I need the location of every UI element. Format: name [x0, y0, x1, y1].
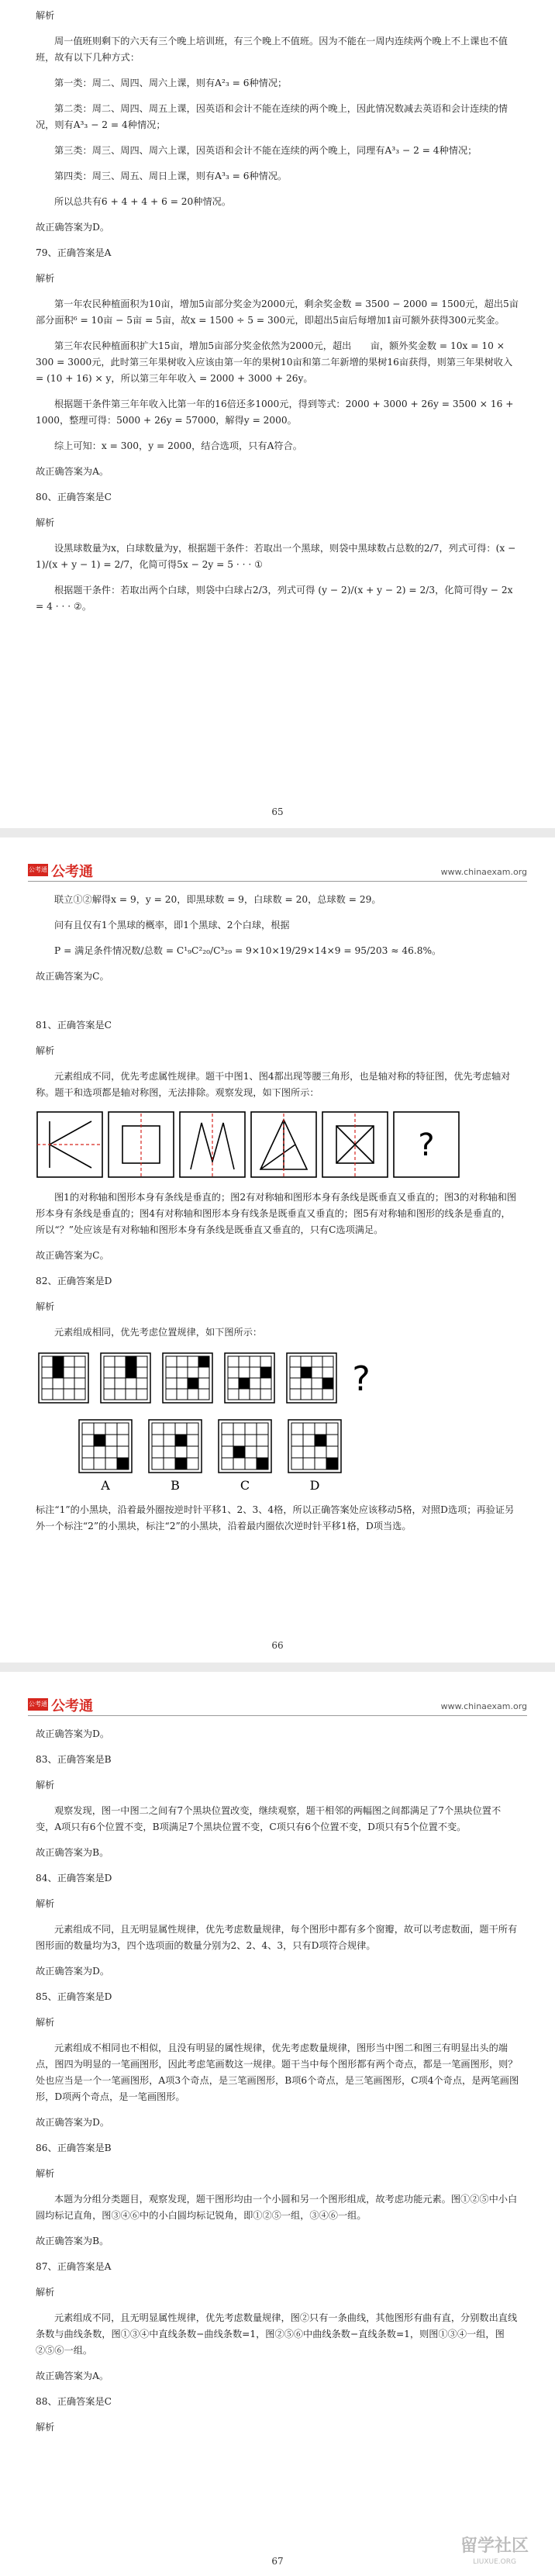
paragraph: 元素组成不同，且无明显属性规律，优先考虑数量规律，图②只有一条曲线，其他图形有曲有直，分别数出直线条数与曲线条数，图①③④中直线条数−曲线条数=1，图②⑤⑥中曲线条数−直线条数=1，则图①③④一组，图②⑤⑥一组。: [36, 2312, 518, 2356]
paragraph: 问有且仅有1个黑球的概率，即1个黑球、2个白球，根据: [54, 919, 290, 931]
paragraph: 解析: [36, 1779, 55, 1790]
page-67: [0, 1672, 555, 2576]
question-mark-icon: ?: [352, 1359, 371, 1399]
paragraph: 设黑球数量为x，白球数量为y，根据题干条件：若取出一个黑球，则袋中黑球数占总数的2/7，列式可得：(x − 1)/(x + y − 1) = 2/7，化简可得5x − 2y = 5 · · · ①: [36, 542, 516, 570]
paragraph: 79、正确答案是A: [36, 247, 112, 258]
paragraph: 观察发现，图一中图二之间有7个黑块位置改变，继续观察，题干相邻的两幅图之间都满足了7个黑块位置不变，A项只有6个位置不变，B项满足7个黑块位置不变，C项只有6个位置不变，D项只有5个位置不变。: [36, 1804, 502, 1832]
paragraph: 80、正确答案是C: [36, 491, 112, 502]
paragraph: 第三类：周三、周四、周六上课，因英语和会计不能在连续的两个晚上，同理有A³₃ − 2 = 4种情况；: [54, 144, 477, 156]
paragraph: 标注“1”的小黑块，沿着最外圈按逆时针平移1、2、3、4格，所以正确答案处应该移动5格，对照D选项；再验证另外一个标注“2”的小黑块，标注“2”的小黑块，沿着最内圈依次逆时针平移1格，D项当选。: [36, 1504, 515, 1531]
paragraph: 解析: [36, 1300, 55, 1312]
stem-grid-4: [225, 1353, 274, 1403]
paragraph: 解析: [36, 10, 55, 21]
paragraph: 故正确答案为B。: [36, 1846, 109, 1858]
paragraph: 解析: [36, 2421, 55, 2433]
paragraph: 故正确答案为D。: [36, 2116, 110, 2128]
paragraph: 解析: [36, 2167, 55, 2179]
stem-grid-1: [39, 1353, 88, 1403]
paragraph: 故正确答案为D。: [36, 1728, 110, 1739]
paragraph: 元素组成不同，且无明显属性规律，优先考虑数量规律，每个图形中都有多个窗瓣，故可以考虑数面，题干所有图形面的数量均为3，四个选项面的数量分别为2、2、4、3，只有D项符合规律。: [36, 1923, 518, 1951]
option-b-label: B: [171, 1477, 180, 1493]
page-66: [0, 837, 555, 1663]
paragraph: 故正确答案为B。: [36, 2235, 109, 2246]
paragraph: 根据题干条件：若取出两个白球，则袋中白球占2/3，列式可得 (y − 2)/(x + y − 2) = 2/3，化简可得y − 2x = 4 · · · ②。: [36, 584, 513, 612]
paragraph: 82、正确答案是D: [36, 1275, 112, 1286]
site-url: www.chinaexam.org: [440, 1701, 527, 1711]
paragraph: 解析: [36, 2016, 55, 2028]
paragraph: 解析: [36, 516, 55, 528]
paragraph: 元素组成不相同也不相似，且没有明显的属性规律，优先考虑数量规律，图形当中图二和图三有明显出头的端点，图四为明显的一笔画图形，因此考虑笔画数这一规律。题干当中每个图形都有两个奇点，都是一笔画图形，则？处也应当是一个一笔画图形，A项3个奇点，是三笔画图形，B项6个奇点，是三笔画图形，C项4个奇点，是两笔画图形，D项两个奇点，是一笔画图形。: [36, 2042, 519, 2102]
paragraph: 解析: [36, 272, 55, 284]
page-number: 65: [271, 806, 284, 817]
paragraph: 87、正确答案是A: [36, 2260, 112, 2272]
paragraph: 故正确答案为A。: [36, 2370, 109, 2381]
stem-grid-5: [287, 1353, 336, 1403]
paragraph: 综上可知：x = 300，y = 2000，结合选项，只有A符合。: [54, 440, 302, 451]
logo-text: 公考通: [51, 1698, 93, 1714]
paragraph: 83、正确答案是B: [36, 1753, 112, 1765]
paragraph: 元素组成不同，优先考虑属性规律。题干中图1、图4都出现等腰三角形，也是轴对称的特征图，优先考虑轴对称。题干和选项都是轴对称图，无法排除。观察发现，如下图所示：: [36, 1070, 511, 1098]
paragraph: 81、正确答案是C: [36, 1019, 112, 1031]
option-grid-4: [288, 1420, 341, 1473]
page-66-content: [36, 892, 519, 1544]
option-d-label: D: [309, 1477, 320, 1493]
paragraph: 故正确答案为A。: [36, 465, 109, 477]
page-67-content: [36, 1726, 519, 2445]
page-number: 67: [271, 2556, 284, 2567]
stem-grid-3: [163, 1353, 212, 1403]
page-number: 66: [271, 1640, 284, 1651]
paragraph: 第一年农民种植面积为10亩，增加5亩部分奖金为2000元，剩余奖金数 = 3500 − 2000 = 1500元，超出5亩部分面积⁶ = 10亩 − 5亩 = 5亩，故x = 1500 ÷ 5 = 300元，即超出5亩后每增加1亩可额外获得300元奖金。: [36, 298, 519, 326]
page-header: [28, 861, 527, 882]
paragraph: 88、正确答案是C: [36, 2395, 112, 2407]
paragraph: 故正确答案为D。: [36, 1965, 110, 1977]
paragraph: 解析: [36, 1045, 55, 1056]
page-65: [0, 0, 555, 828]
logo-mark: 公考通: [28, 1698, 48, 1711]
paragraph: 故正确答案为C。: [36, 1249, 109, 1261]
logo-text: 公考通: [51, 864, 93, 880]
figure-q82-options: [74, 1415, 400, 1493]
figure-q81: [36, 1110, 470, 1180]
option-grid-3: [219, 1420, 271, 1473]
page-header: [28, 1695, 527, 1716]
paragraph: 第三年农民种植面积扩大15亩，增加5亩部分奖金依然为2000元，超出 亩，额外奖金数 = 10x = 10 × 300 = 3000元，此时第三年果树收入应该由第一年的果树10亩和第二年新增的果树16亩获得，则第三年果树收入 = (10 + 16) × y，所以第三年年收入 = 2000 + 3000 + 26y。: [36, 340, 513, 384]
paragraph: 86、正确答案是B: [36, 2142, 112, 2153]
question-mark-icon: ?: [418, 1127, 435, 1163]
paragraph: 图1的对称轴和图形本身有条线是垂直的；图2有对称轴和图形本身有条线是既垂直又垂直的；图3的对称轴和图形本身有条线是垂直的；图4有对称轴和图形本身有线条是既垂直又垂直的；图5有对称轴和图形的线条是垂直的，所以“？”处应该是有对称轴和图形本身有条线是既垂直又垂直的，只有C选项满足。: [36, 1191, 517, 1235]
option-grid-2: [149, 1420, 202, 1473]
paragraph: 解析: [36, 1897, 55, 1909]
option-grid-1: [79, 1420, 132, 1473]
paragraph: 第四类：周三、周五、周日上课，则有A³₃ = 6种情况。: [54, 170, 288, 181]
watermark-logo: [448, 2531, 541, 2568]
figure-q82-stem: [36, 1350, 400, 1406]
paragraph: 所以总共有6 + 4 + 4 + 6 = 20种情况。: [54, 195, 232, 207]
paragraph: 解析: [36, 2286, 55, 2298]
option-a-label: A: [101, 1477, 110, 1493]
page-65-content: [36, 8, 519, 624]
option-c-label: C: [240, 1477, 250, 1493]
paragraph: P = 满足条件情况数/总数 = C¹₉C²₂₀/C³₂₉ = 9×10×19/29×14×9 = 95/203 ≈ 46.8%。: [54, 944, 442, 956]
paragraph: 第二类：周二、周四、周五上课，因英语和会计不能在连续的两个晚上，因此情况数减去英语和会计连续的情况，则有A³₃ − 2 = 4种情况；: [36, 102, 508, 130]
paragraph: 第一类：周二、周四、周六上课，则有A²₃ = 6种情况；: [54, 77, 288, 88]
svg-text:LIUXUE.ORG: LIUXUE.ORG: [473, 2558, 516, 2566]
paragraph: 本题为分组分类题目，观察发现，题干图形均由一个小圆和另一个图形组成，故考虑功能元素。图①②⑤中小白圆均标记直角，图③④⑥中的小白圆均标记锐角，即①②⑤一组，③④⑥一组。: [36, 2193, 518, 2221]
site-url: www.chinaexam.org: [440, 867, 527, 877]
paragraph: 周一值班则剩下的六天有三个晚上培训班，有三个晚上不值班。因为不能在一周内连续两个晚上不上课也不值班，故有以下几种方式：: [36, 35, 508, 63]
paragraph: 85、正确答案是D: [36, 1991, 112, 2002]
paragraph: 元素组成相同，优先考虑位置规律，如下图所示：: [54, 1326, 263, 1338]
stem-grid-2: [101, 1353, 150, 1403]
paragraph: 根据题干条件第三年年收入比第一年的16倍还多1000元，得到等式：2000 + 3000 + 26y = 3500 × 16 + 1000，整理可得：5000 + 26y = 57000，解得y = 2000。: [36, 398, 514, 426]
logo-mark: 公考通: [28, 864, 48, 876]
paragraph: 联立①②解得x = 9，y = 20，即黑球数 = 9，白球数 = 20，总球数 = 29。: [54, 894, 381, 905]
paragraph: 故正确答案为D。: [36, 221, 110, 233]
paragraph: 84、正确答案是D: [36, 1872, 112, 1884]
paragraph: 故正确答案为C。: [36, 970, 109, 982]
svg-text:留学社区: 留学社区: [460, 2536, 529, 2556]
